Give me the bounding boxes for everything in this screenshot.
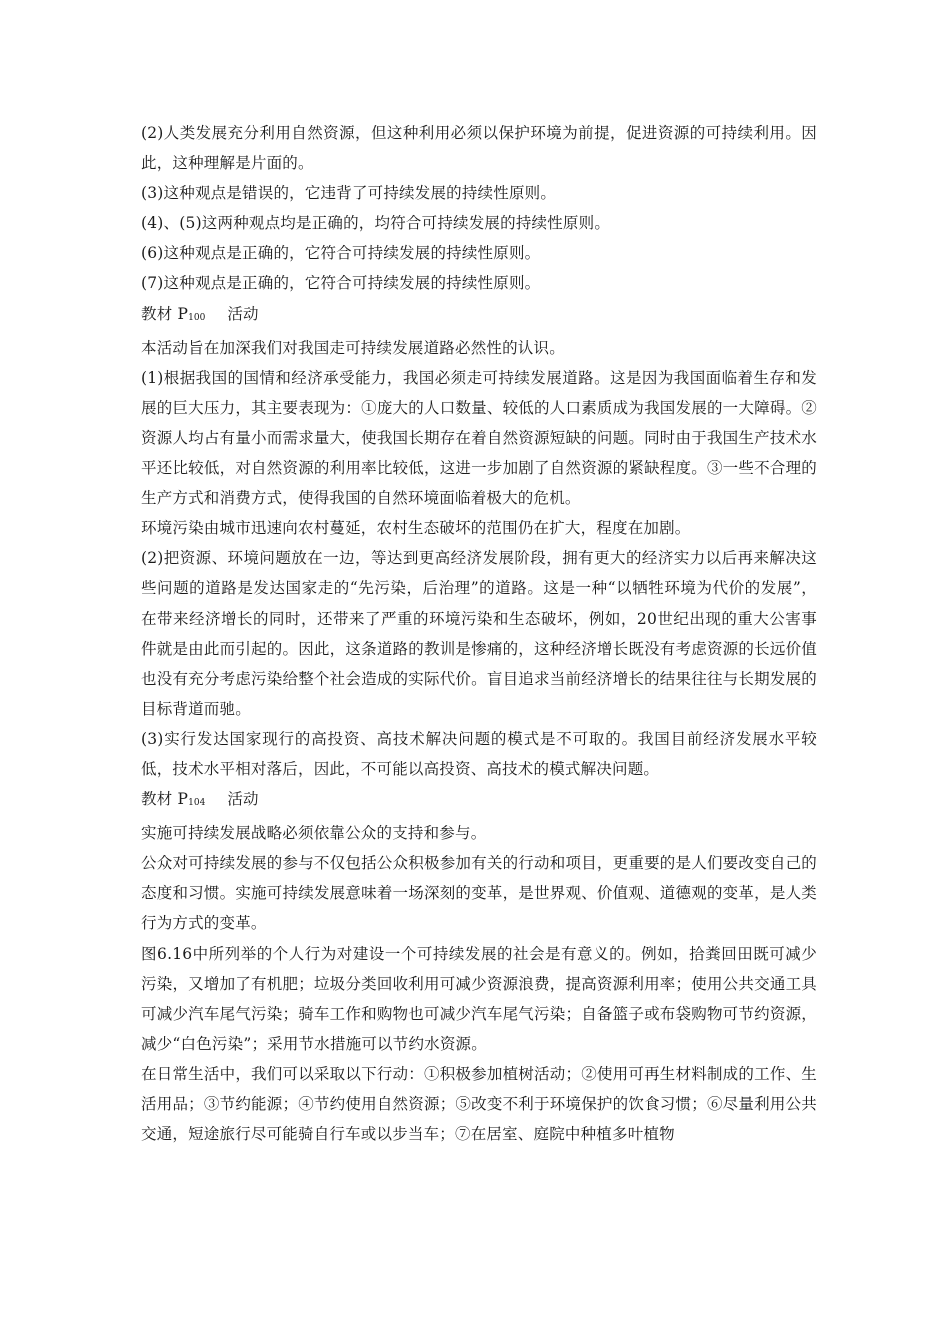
section1-intro: 本活动旨在加深我们对我国走可持续发展道路必然性的认识。: [141, 338, 565, 357]
section1-paragraph-3: (3)实行发达国家现行的高投资、高技术解决问题的模式是不可取的。我国目前经济发展水平较低，技术水平相对落后，因此，不可能以高投资、高技术的模式解决问题。: [141, 729, 817, 778]
heading-title: 活动: [227, 790, 259, 809]
heading-page-number: 100: [188, 312, 206, 323]
section2-paragraph-actions: 在日常生活中，我们可以采取以下行动：①积极参加植树活动；②使用可再生材料制成的工作、生活用品；③节约能源；④节约使用自然资源；⑤改变不利于环境保护的饮食习惯；⑥尽量利用公共交通，短途旅行尽可能骑自行车或以步当车；⑦在居室、庭院中种植多叶植物: [141, 1064, 817, 1144]
answer-paragraph-7: (7)这种观点是正确的，它符合可持续发展的持续性原则。: [141, 274, 541, 293]
section2-paragraph-figure: 图6.16中所列举的个人行为对建设一个可持续发展的社会是有意义的。例如，拾粪回田既可减少污染，又增加了有机肥；垃圾分类回收利用可减少资源浪费，提高资源利用率；使用公共交通工具可减少汽车尾气污染；骑车工作和购物也可减少汽车尾气污染；自备篮子或布袋购物可节约资源，减少“白色污染”；采用节水措施可以节约水资源。: [141, 944, 817, 1053]
answer-paragraph-4-5: (4)、(5)这两种观点均是正确的，均符合可持续发展的持续性原则。: [141, 214, 611, 233]
answer-paragraph-6: (6)这种观点是正确的，它符合可持续发展的持续性原则。: [141, 244, 541, 263]
section-heading-p104: [141, 784, 817, 818]
section2-paragraph-participation: 公众对可持续发展的参与不仅包括公众积极参加有关的行动和项目，更重要的是人们要改变自己的态度和习惯。实施可持续发展意味着一场深刻的变革，是世界观、价值观、道德观的变革，是人类行为方式的变革。: [141, 854, 817, 933]
section2-intro: 实施可持续发展战略必须依靠公众的支持和参与。: [141, 824, 487, 843]
section1-paragraph-2: (2)把资源、环境问题放在一边，等达到更高经济发展阶段，拥有更大的经济实力以后再来解决这些问题的道路是发达国家走的“先污染，后治理”的道路。这是一种“以牺牲环境为代价的发展”，在带来经济增长的同时，还带来了严重的环境污染和生态破坏，例如，20世纪出现的重大公害事件就是由此而引起的。因此，这条道路的教训是惨痛的，这种经济增长既没有考虑资源的长远价值也没有充分考虑污染给整个社会造成的实际代价。盲目追求当前经济增长的结果往往与长期发展的目标背道而驰。: [141, 549, 817, 718]
section-heading-p100: [141, 299, 817, 333]
heading-prefix: 教材 P: [141, 790, 189, 809]
heading-title: 活动: [227, 304, 259, 323]
section1-paragraph-pollution: 环境污染由城市迅速向农村蔓延，农村生态破坏的范围仍在扩大，程度在加剧。: [141, 519, 691, 538]
document-page: [141, 118, 817, 1149]
heading-prefix: 教材 P: [141, 304, 189, 323]
heading-page-number: 104: [188, 798, 206, 809]
section1-paragraph-1: (1)根据我国的国情和经济承受能力，我国必须走可持续发展道路。这是因为我国面临着生存和发展的巨大压力，其主要表现为：①庞大的人口数量、较低的人口素质成为我国发展的一大障碍。②资源人均占有量小而需求量大，使我国长期存在着自然资源短缺的问题。同时由于我国生产技术水平还比较低，对自然资源的利用率比较低，这进一步加剧了自然资源的紧缺程度。③一些不合理的生产方式和消费方式，使得我国的自然环境面临着极大的危机。: [141, 368, 817, 508]
answer-paragraph-2: (2)人类发展充分利用自然资源，但这种利用必须以保护环境为前提，促进资源的可持续利用。因此，这种理解是片面的。: [141, 124, 817, 173]
answer-paragraph-3: (3)这种观点是错误的，它违背了可持续发展的持续性原则。: [141, 184, 557, 203]
